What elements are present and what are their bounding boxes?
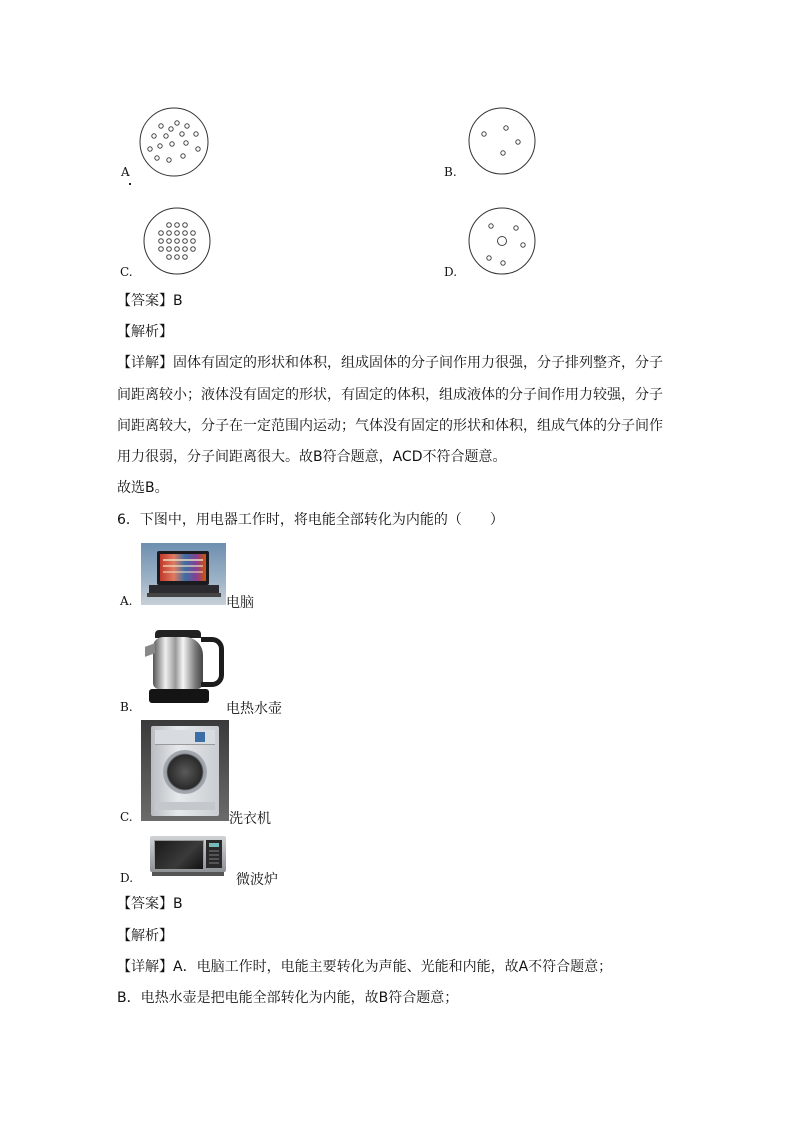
option-d-label: D.: [444, 265, 458, 279]
washing-machine-photo: [141, 720, 229, 821]
molecule: [159, 239, 164, 244]
q6-detail-line-1: 【详解】A．电脑工作时，电能主要转化为声能、光能和内能，故A不符合题意；: [117, 959, 613, 975]
q6-option-c-label: C.: [120, 810, 133, 824]
option-a-label: A: [121, 165, 130, 179]
option-b-molecule-diagram: [467, 106, 537, 176]
molecule: [167, 231, 172, 236]
molecule: [183, 231, 188, 236]
kettle-photo: [143, 625, 226, 710]
q6-option-a-label: A.: [120, 594, 133, 608]
option-a-dot: [129, 183, 131, 185]
molecule: [183, 255, 188, 260]
option-c-label: C.: [120, 265, 133, 279]
option-c-molecule-diagram: [142, 207, 212, 275]
q5-detail-line-4: 用力很弱，分子间距离很大。故B符合题意，ACD不符合题意。: [117, 449, 507, 465]
molecule: [167, 223, 172, 228]
q5-answer: 【答案】B: [117, 293, 183, 309]
q5-detail-line-2: 间距离较小；液体没有固定的形状，有固定的体积，组成液体的分子间作用力较强，分子: [117, 387, 663, 403]
q5-analysis-title: 【解析】: [117, 324, 173, 340]
molecule: [175, 255, 180, 260]
option-b-label: B.: [444, 165, 457, 179]
molecule: [191, 239, 196, 244]
q6-option-a-text: 电脑: [226, 595, 254, 611]
option-d-molecule-diagram: [467, 207, 537, 275]
q5-detail-line-3: 间距离较大，分子在一定范围内运动；气体没有固定的形状和体积，组成气体的分子间作: [117, 418, 663, 434]
q6-option-d-label: D.: [120, 871, 134, 885]
q6-detail-line-2: B．电热水壶是把电能全部转化为内能，故B符合题意；: [117, 990, 459, 1006]
q5-conclusion: 故选B。: [117, 480, 169, 496]
q6-option-c-text: 洗衣机: [229, 811, 271, 827]
molecule: [159, 247, 164, 252]
molecule: [167, 239, 172, 244]
molecule: [183, 239, 188, 244]
q6-stem: 6．下图中，用电器工作时，将电能全部转化为内能的（ ）: [117, 512, 504, 528]
q6-option-b-label: B.: [120, 700, 133, 714]
molecule: [175, 231, 180, 236]
molecule: [167, 255, 172, 260]
laptop-photo: [141, 543, 226, 605]
molecule: [191, 247, 196, 252]
molecule: [167, 247, 172, 252]
q6-answer: 【答案】B: [117, 896, 183, 912]
microwave-photo: [148, 834, 229, 879]
molecule: [175, 223, 180, 228]
molecule: [183, 247, 188, 252]
molecule: [159, 231, 164, 236]
molecule: [175, 247, 180, 252]
q5-detail-line-1: 【详解】固体有固定的形状和体积，组成固体的分子间作用力很强，分子排列整齐，分子: [117, 355, 663, 371]
option-a-molecule-diagram: [138, 106, 210, 178]
q6-analysis-title: 【解析】: [117, 928, 173, 944]
molecule: [183, 223, 188, 228]
molecule: [175, 239, 180, 244]
molecule: [191, 231, 196, 236]
q6-option-d-text: 微波炉: [236, 872, 278, 888]
q6-option-b-text: 电热水壶: [226, 701, 282, 717]
